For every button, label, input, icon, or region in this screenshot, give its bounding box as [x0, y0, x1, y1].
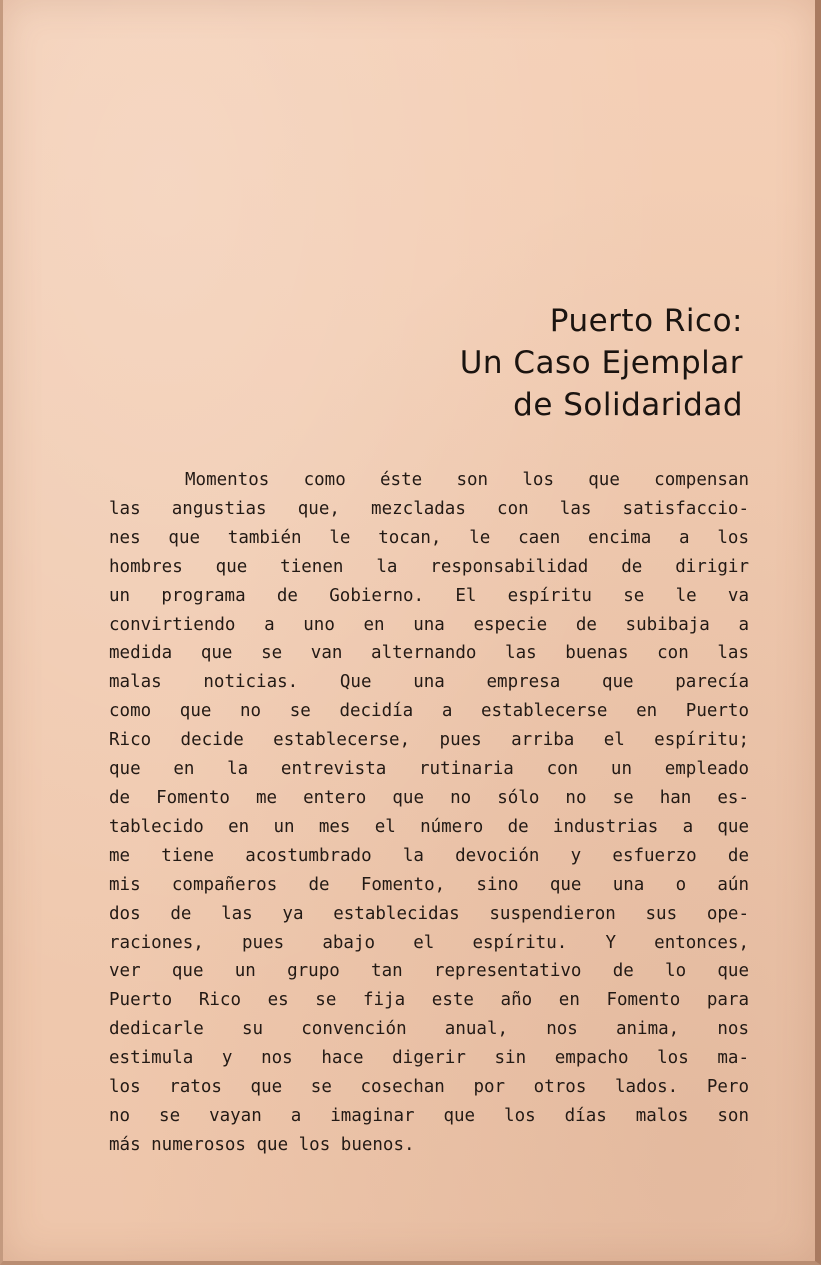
text-line: me tiene acostumbrado la devoción y esfuerzo de	[109, 845, 749, 866]
text-line: dos de las ya establecidas suspendieron sus ope-	[109, 903, 749, 924]
title-line-1: Puerto Rico:	[549, 303, 743, 339]
text-line: las angustias que, mezcladas con las satisfaccio-	[109, 498, 749, 519]
text-line: dedicarle su convención anual, nos anima, nos	[109, 1019, 749, 1040]
text-line: hombres que tienen la responsabilidad de dirigir	[109, 556, 749, 577]
page-title	[460, 300, 743, 426]
text-line: mis compañeros de Fomento, sino que una o aún	[109, 874, 749, 895]
title-line-3: de Solidaridad	[513, 387, 743, 423]
text-line: ver que un grupo tan representativo de lo que	[109, 961, 749, 982]
body-paragraph	[109, 466, 749, 1160]
text-line: nes que también le tocan, le caen encima a los	[109, 527, 749, 548]
title-line-2: Un Caso Ejemplar	[459, 345, 743, 381]
text-line: Rico decide establecerse, pues arriba el espíritu;	[109, 730, 749, 751]
text-line: los ratos que se cosechan por otros lados. Pero	[109, 1077, 749, 1098]
text-line: Momentos como éste son los que compensan	[185, 470, 749, 490]
text-line: no se vayan a imaginar que los días malos son	[109, 1105, 749, 1126]
text-line: estimula y nos hace digerir sin empacho los ma-	[109, 1048, 749, 1069]
text-line: convirtiendo a uno en una especie de subibaja a	[109, 614, 749, 635]
text-line: raciones, pues abajo el espíritu. Y entonces,	[109, 932, 749, 953]
text-line: malas noticias. Que una empresa que parecía	[109, 672, 749, 693]
text-line: como que no se decidía a establecerse en Puerto	[109, 701, 749, 722]
text-line: medida que se van alternando las buenas con las	[109, 643, 749, 664]
text-line: más numerosos que los buenos.	[109, 1134, 415, 1155]
text-line: que en la entrevista rutinaria con un empleado	[109, 759, 749, 780]
text-line: un programa de Gobierno. El espíritu se le va	[109, 585, 749, 606]
text-line: tablecido en un mes el número de industrias a que	[109, 816, 749, 837]
text-line: de Fomento me entero que no sólo no se han es-	[109, 787, 749, 808]
text-line: Puerto Rico es se fija este año en Fomento para	[109, 990, 749, 1011]
